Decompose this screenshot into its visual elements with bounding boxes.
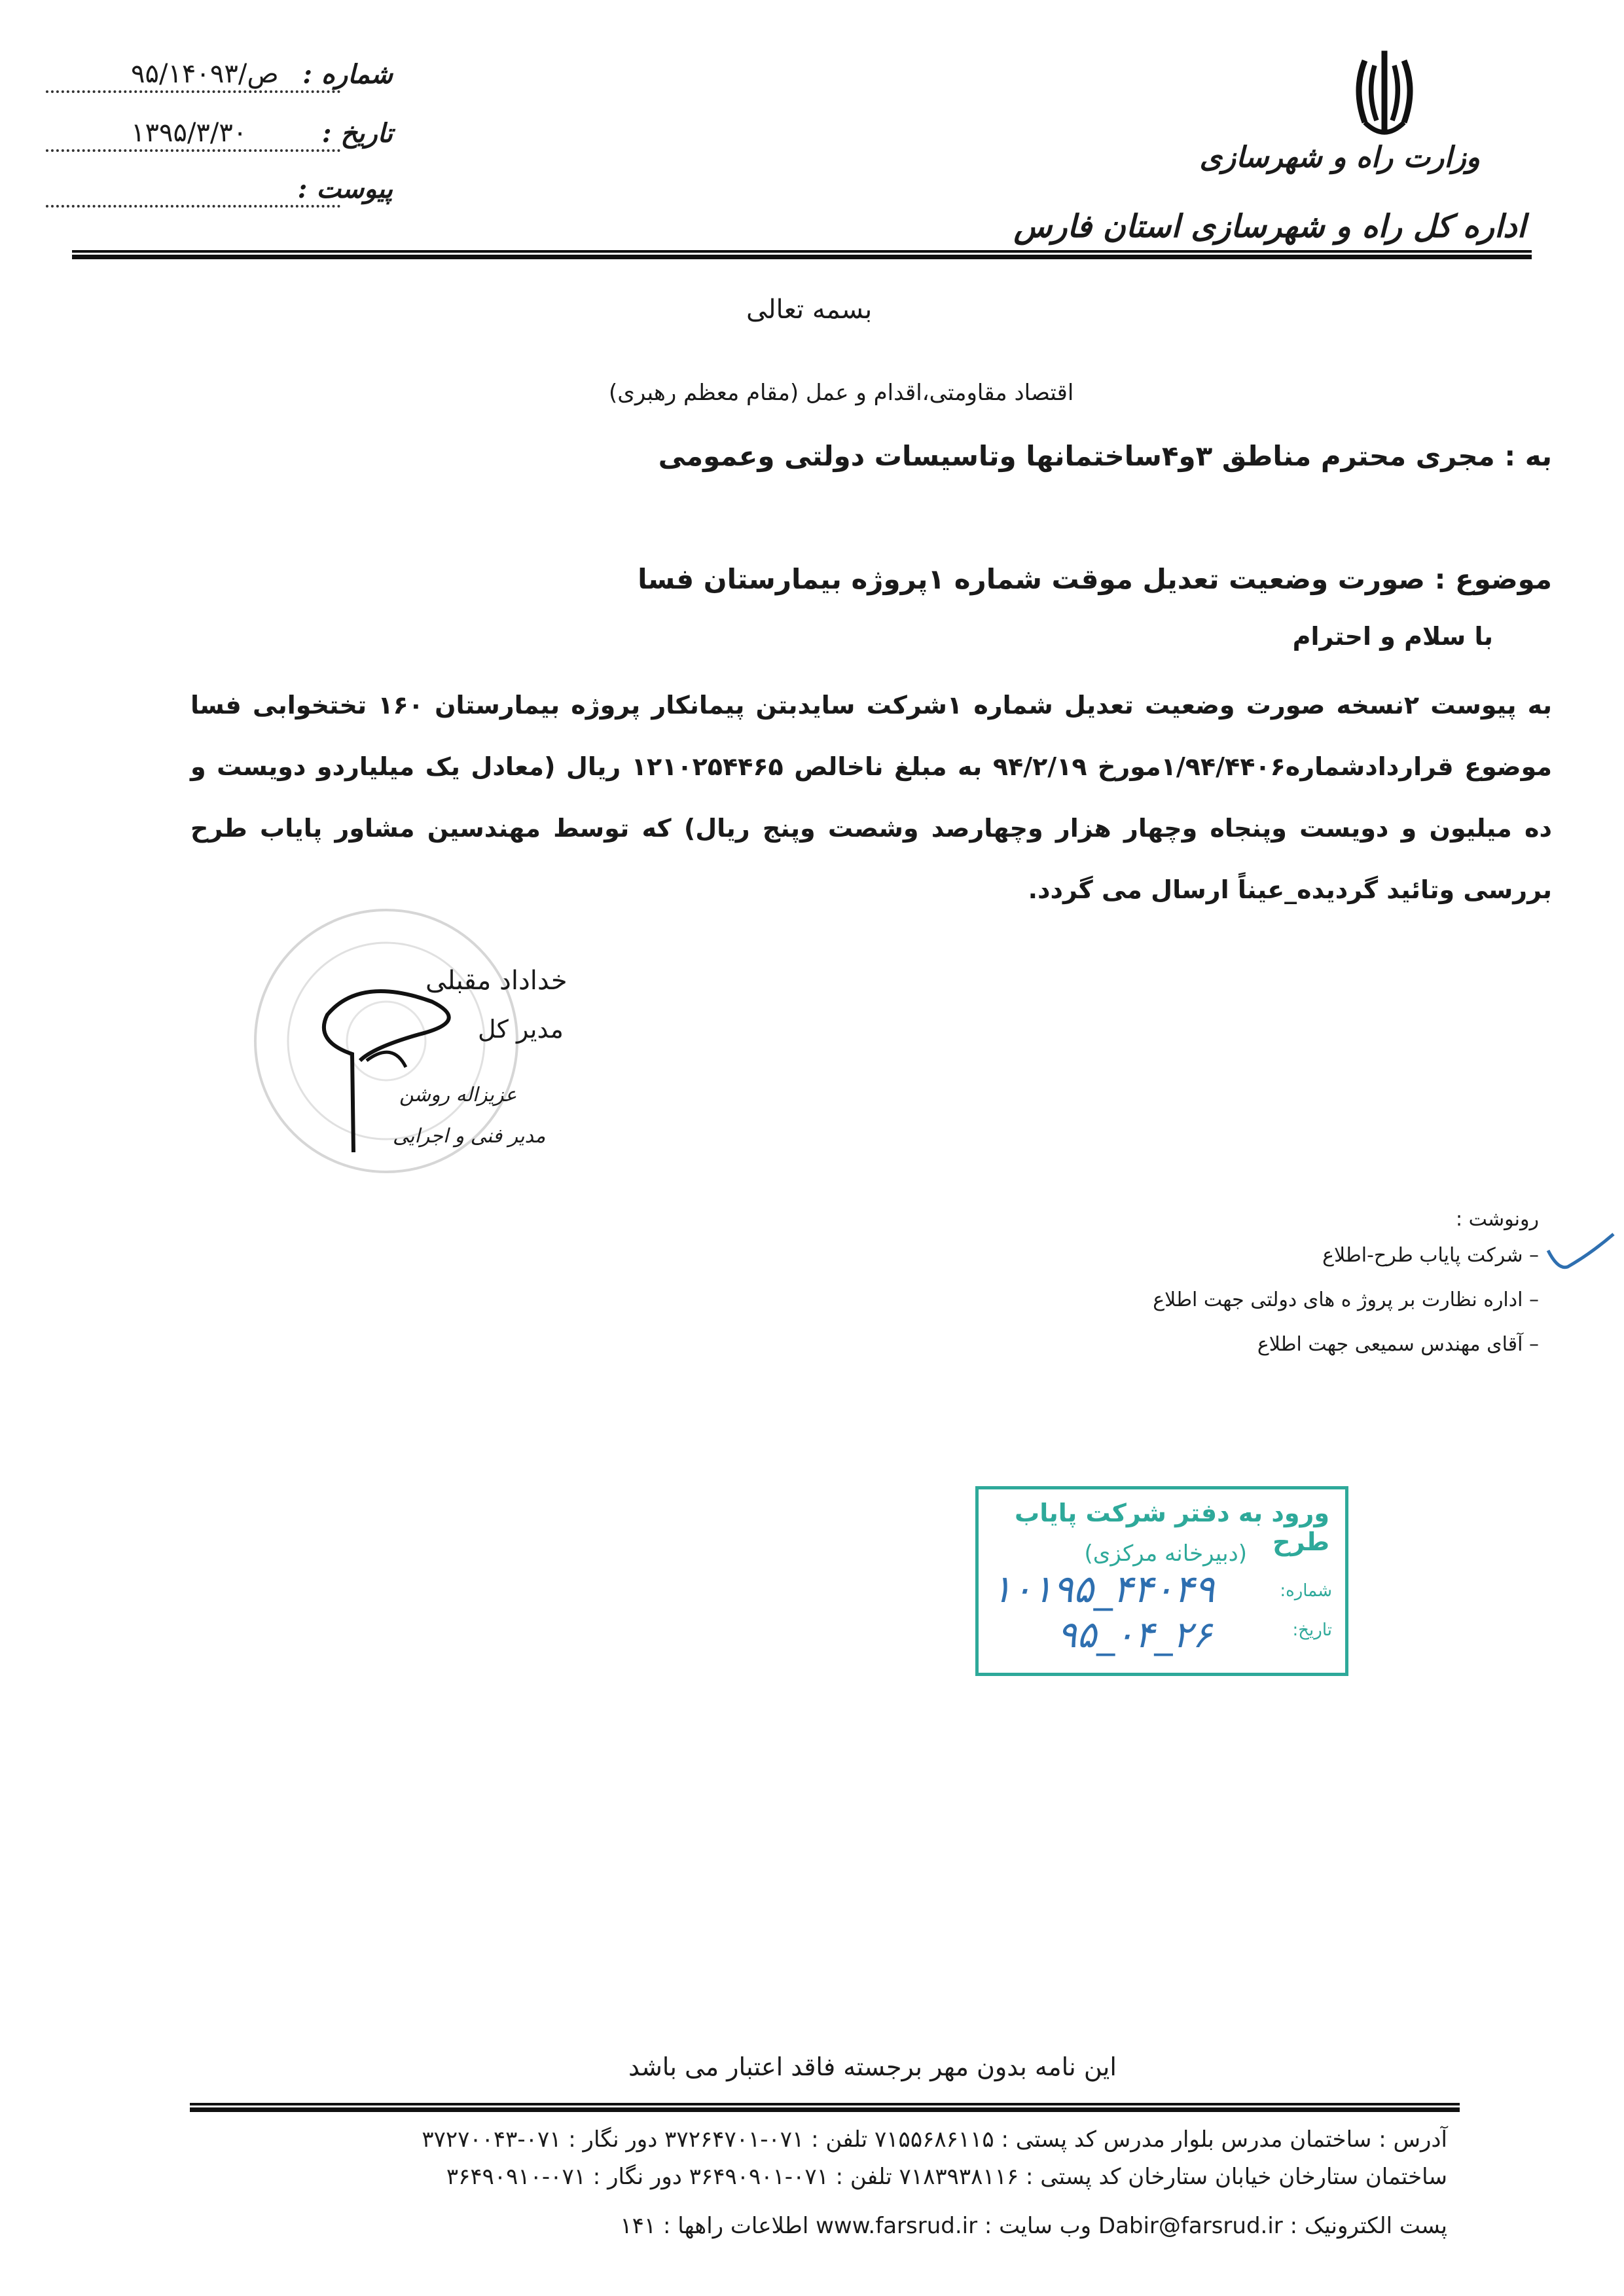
stamp-date-label: تاریخ: [1292,1620,1332,1640]
dotted-line [46,149,340,152]
cc-item: – شرکت پایاب طرح-اطلاع [1322,1244,1539,1267]
initial-signer-title: مدیر فنی و اجرایی [393,1125,546,1148]
slogan: اقتصاد مقاومتی،اقدام و عمل (مقام معظم رهبری) [609,380,1074,406]
date-value: ۱۳۹۵/۳/۳۰ [131,118,247,148]
dotted-line [46,90,340,93]
initial-signer-name: عزیزاله روشن [399,1084,517,1106]
letter-number-row [46,59,393,98]
letter-attachment-row [46,173,393,213]
received-stamp [975,1486,1348,1676]
stamp-number-label: شماره: [1280,1581,1332,1601]
stamp-subtitle: (دبیرخانه مرکزی) [1084,1540,1247,1567]
subject-line: موضوع : صورت وضعیت تعدیل موقت شماره ۱پروژه بیمارستان فسا [638,563,1552,595]
cc-title: رونوشت : [1455,1208,1539,1231]
dotted-line [46,205,340,208]
letter-body: به پیوست ۲نسخه صورت وضعیت تعدیل شماره ۱شرکت سایدبتن پیمانکار پروژه بیمارستان ۱۶۰ تختخوابی فسا موضوع قراردادشماره۱/۹۴/۴۴۰۶مورخ ۹۴/۲/۱۹ به مبلغ ناخالص ۱۲۱۰۲۵۴۴۶۵ ریال (معادل یک میلیاردو دویست و ده میلیون و دویست وپنجاه وچهار هزار وچهارصد وشصت وپنج ریال) که توسط مهندسین مشاور پایاب طرح بررسی وتائید گردیده_عیناً ارسال می گردد. [190,691,1552,904]
validity-note: این نامه بدون مهر برجسته فاقد اعتبار می باشد [628,2052,1117,2081]
stamp-date-value: ۹۵_۰۴_۲۶ [1057,1614,1212,1656]
number-value: ۹۵/۱۴۰۹۳/ص [131,59,279,89]
greeting: با سلام و احترام [1292,622,1493,651]
cc-item: – آقای مهندس سمیعی جهت اطلاع [1257,1333,1539,1356]
ministry-name: وزارت راه و شهرسازی [1199,141,1480,174]
number-label: شماره : [302,59,393,90]
checkmark-icon [1545,1231,1617,1283]
footer-divider [190,2103,1460,2112]
cc-item: – اداره نظارت بر پروژ ه های دولتی جهت اطلاع [1153,1288,1539,1311]
letter-date-row [46,118,393,157]
header-divider [72,250,1532,259]
stamp-title: ورود به دفتر شرکت پایاب طرح [1015,1499,1329,1556]
contact-line: پست الکترونیک : Dabir@farsrud.ir وب سایت : www.farsrud.ir اطلاعات راهها : ۱۴۱ [620,2213,1447,2239]
date-label: تاریخ : [321,118,393,149]
stamp-number-value: ۱۰۱۹۵_۴۴۰۴۹ [992,1567,1215,1611]
attachment-label: پیوست : [297,173,393,204]
signer-title: مدیر کل [478,1015,564,1044]
address-line: آدرس : ساختمان مدرس بلوار مدرس کد پستی : ۷۱۵۵۶۸۶۱۱۵ تلفن : ۰۷۱-۳۷۲۶۴۷۰۱ دور نگار : ۰۷۱-۳۷۲۷۰۰۴۳ [422,2126,1447,2153]
iran-emblem-icon [1335,46,1434,144]
bismillah: بسمه تعالی [746,295,873,325]
recipient-line: به : مجری محترم مناطق ۳و۴ساختمانها وتاسیسات دولتی وعمومی [658,440,1552,472]
directorate-name: اداره کل راه و شهرسازی استان فارس [1013,208,1526,245]
address-line: ساختمان ستارخان خیابان ستارخان کد پستی : ۷۱۸۳۹۳۸۱۱۶ تلفن : ۰۷۱-۳۶۴۹۰۹۰۱ دور نگار : ۰۷۱-۳۶۴۹۰۹۱۰ [446,2164,1447,2190]
cc-list [1153,1244,1539,1377]
signer-name: خداداد مقبلی [425,966,568,996]
